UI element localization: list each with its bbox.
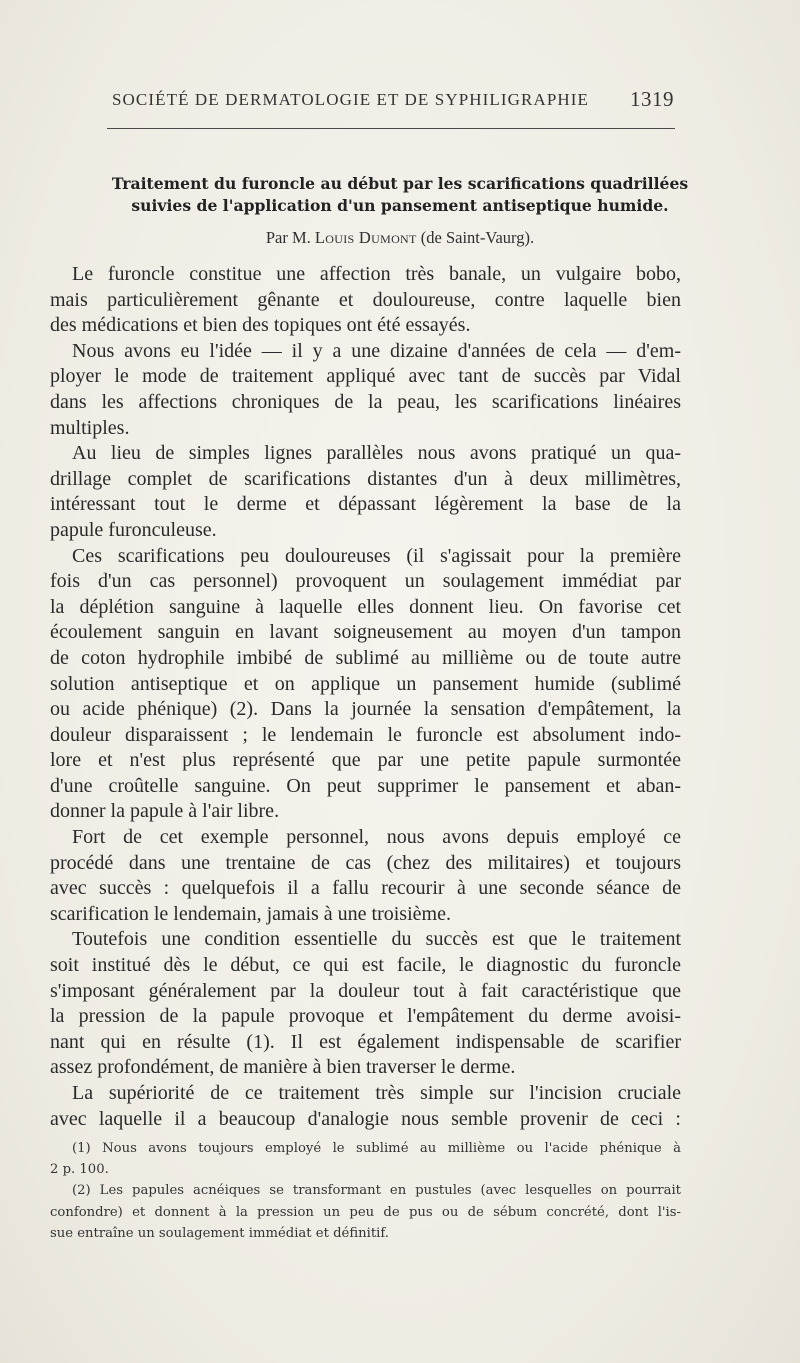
- footnote-line: (1) Nous avons toujours employé le sublimé au millième ou l'acide phénique à: [72, 1141, 681, 1156]
- paragraph: [50, 544, 681, 826]
- article-title-line: Traitement du furoncle au début par les scarifications quadrillées: [111, 174, 689, 193]
- text-line: avec laquelle il a beaucoup d'analogie nous semble provenir de ceci :: [50, 1107, 681, 1130]
- text-line: ployer le mode de traitement appliqué avec tant de succès par Vidal: [50, 365, 681, 388]
- paragraph: [50, 825, 681, 927]
- text-line: douleur disparaissent ; le lendemain le furoncle est absolument indo-: [50, 723, 681, 746]
- text-line: solution antiseptique et on applique un pansement humide (sublimé: [50, 672, 681, 695]
- footnote: [50, 1180, 681, 1244]
- text-line: la pression de la papule provoque et l'empâtement du derme avoisi-: [50, 1005, 681, 1028]
- text-line: multiples.: [50, 416, 130, 439]
- paragraph: [50, 927, 681, 1081]
- text-line: La supériorité de ce traitement très simple sur l'incision cruciale: [72, 1082, 681, 1104]
- footnote: [50, 1138, 681, 1180]
- paragraph: [50, 262, 681, 339]
- text-line: lore et n'est plus représenté que par une petite papule surmontée: [50, 749, 681, 772]
- article-title: [50, 173, 750, 217]
- byline: [50, 228, 750, 248]
- footnote-line: 2 p. 100.: [50, 1162, 109, 1178]
- article-title-line: suivies de l'application d'un pansement antiseptique humide.: [131, 196, 669, 215]
- text-line: Nous avons eu l'idée — il y a une dizaine d'années de cela — d'em-: [72, 339, 681, 362]
- article-body: [50, 262, 681, 1132]
- text-line: la déplétion sanguine à laquelle elles donnent lieu. On favorise cet: [50, 595, 681, 618]
- text-line: d'une croûtelle sanguine. On peut supprimer le pansement et aban-: [50, 774, 681, 797]
- text-line: papule furonculeuse.: [50, 518, 217, 541]
- text-line: soit institué dès le début, ce qui est facile, le diagnostic du furoncle: [50, 954, 681, 977]
- text-line: procédé dans une trentaine de cas (chez des militaires) et toujours: [50, 851, 681, 874]
- text-line: Ces scarifications peu douloureuses (il s'agissait pour la première: [72, 544, 681, 567]
- paragraph: [50, 339, 681, 441]
- paragraph: [50, 441, 681, 543]
- text-line: fois d'un cas personnel) provoquent un soulagement immédiat par: [50, 570, 681, 593]
- text-line: dans les affections chroniques de la peau, les scarifications linéaires: [50, 390, 681, 413]
- text-line: de coton hydrophile imbibé de sublimé au millième ou de toute autre: [50, 646, 681, 669]
- byline-prefix: Par M.: [265, 228, 315, 247]
- text-line: Fort de cet exemple personnel, nous avons depuis employé ce: [72, 826, 681, 849]
- text-line: s'imposant généralement par la douleur tout à fait caractéristique que: [50, 979, 681, 1002]
- running-head-title: SOCIÉTÉ DE DERMATOLOGIE ET DE SYPHILIGRAPHIE: [112, 90, 590, 109]
- text-line: Toutefois une condition essentielle du succès est que le traitement: [72, 928, 681, 951]
- text-line: donner la papule à l'air libre.: [50, 800, 280, 823]
- footnotes: [50, 1138, 681, 1244]
- text-line: Au lieu de simples lignes parallèles nous avons pratiqué un qua-: [72, 442, 681, 465]
- text-line: drillage complet de scarifications distantes d'un à deux millimètres,: [50, 467, 681, 490]
- text-line: assez profondément, de manière à bien traverser le derme.: [50, 1056, 516, 1079]
- footnote-line: confondre) et donnent à la pression un peu de pus ou de sébum concrété, dont l'is-: [50, 1204, 681, 1220]
- text-line: écoulement sanguin en lavant soigneusement au moyen d'un tampon: [50, 621, 681, 644]
- byline-suffix: (de Saint-Vaurg).: [416, 228, 535, 247]
- text-line: ou acide phénique) (2). Dans la journée la sensation d'empâtement, la: [50, 698, 681, 721]
- text-line: nant qui en résulte (1). Il est également indispensable de scarifier: [50, 1030, 681, 1053]
- text-line: mais particulièrement gênante et douloureuse, contre laquelle bien: [50, 288, 681, 311]
- footnote-line: sue entraîne un soulagement immédiat et définitif.: [50, 1225, 389, 1241]
- text-line: des médications et bien des topiques ont été essayés.: [50, 314, 471, 337]
- text-line: scarification le lendemain, jamais à une troisième.: [50, 902, 451, 925]
- text-line: avec succès : quelquefois il a fallu recourir à une seconde séance de: [50, 877, 681, 900]
- text-line: Le furoncle constitue une affection très banale, un vulgaire bobo,: [72, 263, 681, 285]
- page-number: 1319: [630, 87, 674, 111]
- text-line: intéressant tout le derme et dépassant légèrement la base de la: [50, 493, 681, 516]
- footnote-line: (2) Les papules acnéiques se transformant en pustules (avec lesquelles on pourrait: [72, 1183, 681, 1199]
- header-rule: [107, 128, 675, 129]
- author-name: Louis Dumont: [314, 228, 417, 247]
- paragraph: [50, 1081, 681, 1132]
